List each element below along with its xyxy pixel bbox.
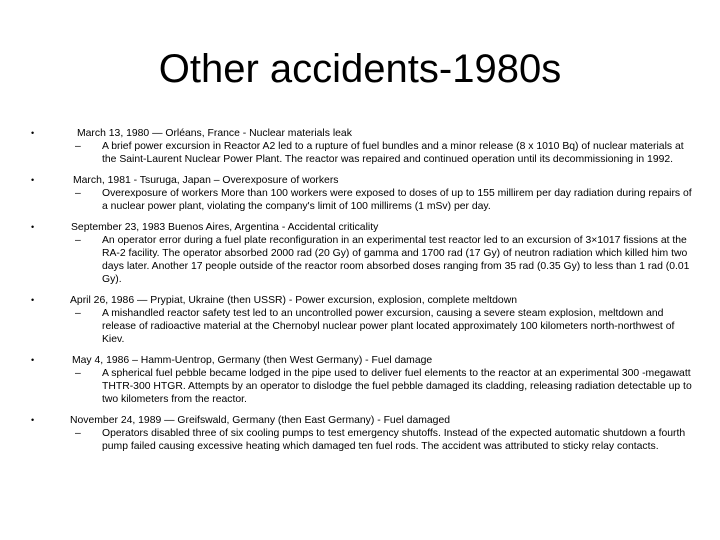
list-item-orleans-1980 [22, 127, 702, 166]
list-item-hamm-uentrop-1986 [22, 354, 702, 406]
item-detail-block [22, 140, 702, 166]
item-detail-block [22, 187, 702, 213]
slide-title: Other accidents-1980s [158, 47, 562, 91]
item-heading: March, 1981 - Tsuruga, Japan – Overexposure of workers [73, 175, 339, 186]
item-detail-block [22, 234, 702, 286]
dash-icon: – [75, 141, 81, 152]
list-item-greifswald-1989 [22, 414, 702, 453]
dash-icon: – [75, 235, 81, 246]
dash-icon: – [75, 368, 81, 379]
dash-icon: – [75, 308, 81, 319]
bullet-icon: • [31, 355, 35, 365]
bullet-icon: • [31, 128, 35, 138]
list-item-tsuruga-1981 [22, 174, 702, 213]
item-detail-block [22, 367, 702, 406]
list-item-prypiat-1986 [22, 294, 702, 346]
dash-icon: – [75, 188, 81, 199]
bullet-icon: • [31, 222, 35, 232]
item-heading: May 4, 1986 – Hamm-Uentrop, Germany (then West Germany) - Fuel damage [72, 355, 433, 366]
item-detail: A spherical fuel pebble became lodged in the pipe used to deliver fuel elements to the reactor at an experimental 300 -megawatt THTR-300 HTGR. Attempts by an operator to dislodge the fuel pebble damaged its cladding, releasing radiation detectable up to two kilometers from the reactor. [102, 368, 692, 405]
item-detail-block [22, 427, 702, 453]
item-heading: March 13, 1980 — Orléans, France - Nuclear materials leak [77, 128, 352, 139]
accident-list [22, 127, 702, 453]
item-heading: April 26, 1986 — Prypiat, Ukraine (then USSR) - Power excursion, explosion, complete meltdown [70, 295, 517, 306]
bullet-icon: • [31, 295, 35, 305]
bullet-icon: • [31, 415, 35, 425]
item-detail: A mishandled reactor safety test led to an uncontrolled power excursion, causing a severe steam explosion, meltdown and release of radioactive material at the Chernobyl nuclear power plant located approximately 100 kilometers north-northwest of Kiev. [102, 308, 675, 345]
item-heading: November 24, 1989 — Greifswald, Germany (then East Germany) - Fuel damaged [70, 415, 450, 426]
item-detail: A brief power excursion in Reactor A2 led to a rupture of fuel bundles and a minor release (8 x 1010 Bq) of nuclear materials at the Saint-Laurent Nuclear Power Plant. The reactor was repaired and continued operation until its decommissioning in 1992. [102, 141, 684, 165]
item-detail: Operators disabled three of six cooling pumps to test emergency shutoffs. Instead of the expected automatic shutdown a fourth pump failed causing excessive heating which damaged ten fuel rods. The accident was attributed to sticky relay contacts. [102, 428, 686, 452]
item-detail: An operator error during a fuel plate reconfiguration in an experimental test reactor led to an excursion of 3×1017 fissions at the RA-2 facility. The operator absorbed 2000 rad (20 Gy) of gamma and 1700 rad (17 Gy) of neutron radiation which killed him two days later. Another 17 people outside of the reactor room absorbed doses ranging from 35 rad (0.35 Gy) to less than 1 rad (0.01 Gy). [102, 235, 690, 285]
item-heading: September 23, 1983 Buenos Aires, Argentina - Accidental criticality [71, 222, 379, 233]
list-item-buenos-aires-1983 [22, 221, 702, 286]
dash-icon: – [75, 428, 81, 439]
item-detail: Overexposure of workers More than 100 workers were exposed to doses of up to 155 millirem per day radiation during repairs of a nuclear power plant, violating the company's limit of 100 millirems (1 mSv) per day. [102, 188, 692, 212]
item-detail-block [22, 307, 702, 346]
bullet-icon: • [31, 175, 35, 185]
